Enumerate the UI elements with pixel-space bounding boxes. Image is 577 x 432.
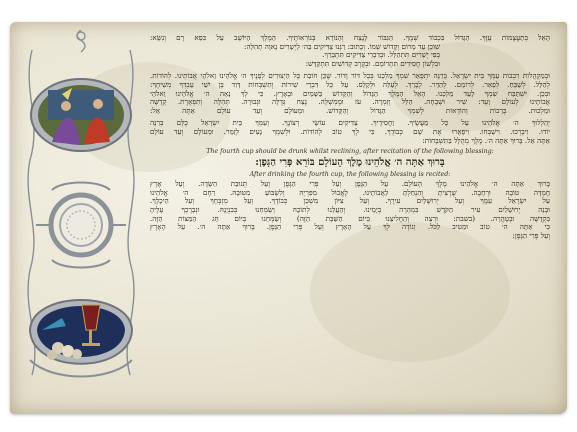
text-line: הָאֵל בְּתַעֲצֻמוֹת עֻזֶּךָ. הַגָּדוֹל בִּכְבוֹד שְׁמֶךָ. הַגִּבּוֹר לָנֶצַח וְהַנּוֹרָא בְּנוֹרְאוֹתֶיךָ. הַמֶּלֶךְ הַיּוֹשֵׁב עַל כִּסֵּא רָם וְנִשָּׂא: xyxy=(150,34,550,42)
text-line: וּבִלְשׁוֹן חֲסִידִים תִּתְרוֹמָם. וּבְקֶרֶב קְדוֹשִׁים תִּתְקַדָּשׁ: xyxy=(305,59,440,68)
paragraph-al-hagefen xyxy=(150,180,550,240)
text-line: יוֹדוּ. וִיבָרְכוּ. וִישַׁבְּחוּ. וִיפָאֲרוּ אֶת שֵׁם כְּבוֹדֶךָ. כִּי לְךָ טוֹב לְהוֹדוֹת. וּלְשִׁמְךָ נָעִים לְזַמֵּר. וּמֵעוֹלָם וְעַד עוֹלָם xyxy=(150,127,550,136)
paragraph-hael xyxy=(150,34,550,68)
text-line: חֶמְדָּה טוֹבָה וּרְחָבָה. שֶׁרָצִיתָ וְהִנְחַלְתָּ לַאֲבוֹתֵינוּ. לֶאֱכוֹל מִפִּרְיָהּ וְלִשְׂבּוֹעַ מִטּוּבָהּ. רַחֶם ה׳ אֱלֹהֵינוּ xyxy=(150,188,550,197)
text-line: עַל יִשְׂרָאֵל עַמֶּךָ וְעַל יְרוּשָׁלַיִם עִירֶךָ. וְעַל צִיּוֹן מִשְׁכַּן כְּבוֹדֶךָ. וְעַל מִזְבְּחֶךָ וְעַל הֵיכָלֶךָ. xyxy=(150,197,550,206)
middle-ornament-ring xyxy=(36,183,126,268)
text-line: בְּפִי יְשָׁרִים תִּתְהַלָּל. וּבְדִבְרֵי צַדִּיקִים תִּתְבָּרַךְ. xyxy=(322,51,440,60)
text-line: בִּקְדֻשָּׁה וּבְטָהֳרָה. (בשבת: וּרְצֵה וְהַחֲלִיצֵנוּ בְּיוֹם הַשַּׁבָּת הַזֶּה) וְשַׂמְּחֵנוּ בְּיוֹם חַג הַמַּצּוֹת הַזֶּה. xyxy=(150,214,550,223)
bottom-medallion xyxy=(30,300,132,377)
text-line: וּבְכֵן. יִשְׁתַּבַּח שִׁמְךָ לָעַד מַלְכֵּנוּ. הָאֵל הַמֶּלֶךְ הַגָּדוֹל וְהַקָּדוֹשׁ בַּשָּׁמַיִם וּבָאָרֶץ. כִּי לְךָ נָאֶה ה׳ אֱלֹהֵינוּ וֵאלֹהֵי xyxy=(150,89,550,98)
haggadah-text xyxy=(150,34,550,384)
instruction-fourth-cup: The fourth cup should be drunk whilst reclining, after recitation of the following blessing: xyxy=(206,148,494,156)
blessing-wine: בָּרוּךְ אַתָּה ה׳ אֱלֹהֵינוּ מֶלֶךְ הָעוֹלָם בּוֹרֵא פְּרִי הַגָּפֶן: xyxy=(255,157,445,169)
paragraph-uvmakhalot xyxy=(150,72,550,115)
ornamental-border-illustration xyxy=(22,30,140,385)
top-medallion xyxy=(31,79,131,151)
instruction-after-drinking: After drinking the fourth cup, the following blessing is recited: xyxy=(249,171,451,179)
text-line: יְהַלְלוּךָ ה׳ אֱלֹהֵינוּ עַל כָּל מַעֲשֶׂיךָ. וַחֲסִידֶיךָ. צַדִּיקִים עוֹשֵׂי רְצוֹנֶךָ. וְעַמְּךָ בֵּית יִשְׂרָאֵל כֻּלָּם בְּרִנָּה xyxy=(150,119,550,128)
text-line: כִּי אַתָּה ה׳ טוֹב וּמֵטִיב לַכֹּל. וְנוֹדֶה לְּךָ עַל הָאָרֶץ וְעַל פְּרִי הַגָּפֶן. בָּרוּךְ אַתָּה ה׳. עַל הָאָרֶץ xyxy=(150,223,550,232)
text-line: בָּרוּךְ אַתָּה ה׳ אֱלֹהֵינוּ מֶלֶךְ הָעוֹלָם. עַל הַגֶּפֶן וְעַל פְּרִי הַגֶּפֶן וְעַל תְּנוּבַת הַשָּׂדֶה. וְעַל אֶרֶץ xyxy=(150,180,550,189)
text-line: אַתָּה אֵל. בָּרוּךְ אַתָּה ה׳. מֶלֶךְ מְהֻלָּל בַּתִּשְׁבָּחוֹת: xyxy=(422,136,550,145)
paragraph-yehallelukha xyxy=(150,119,550,145)
text-line: וְעַל פְּרִי הַגָּפֶן: xyxy=(512,231,550,240)
text-line: וּבְנֵה יְרוּשָׁלַיִם עִיר הַקֹּדֶשׁ בִּמְהֵרָה בְיָמֵינוּ. וְהַעֲלֵנוּ לְתוֹכָהּ וְשַׂמְּחֵנוּ בְּבִנְיָנָהּ. וּנְבָרֶכְךָ עָלֶיהָ xyxy=(150,205,550,214)
text-line: שׁוֹכֵן עַד מָרוֹם וְקָדוֹשׁ שְׁמוֹ. וְכָתוּב: רַנְּנוּ צַדִּיקִים בַּה׳ לַיְשָׁרִים נָאוָה תְהִלָּה: xyxy=(244,42,440,51)
text-line: אֲבוֹתֵינוּ לְעוֹלָם וָעֶד: שִׁיר וּשְׁבָחָה. הַלֵּל וְזִמְרָה. עֹז וּמֶמְשָׁלָה. נֶצַח גְּדֻלָּה וּגְבוּרָה. תְּהִלָּה וְתִפְאֶרֶת. קְדֻשָּׁה xyxy=(150,98,550,107)
text-line: וּבְמַקְהֲלוֹת רִבְבוֹת עַמְּךָ בֵּית יִשְׂרָאֵל. בְּרִנָּה יִתְפָּאַר שִׁמְךָ מַלְכֵּנוּ בְּכָל דּוֹר וָדוֹר. שֶׁכֵּן חוֹבַת כָּל הַיְצוּרִים לְפָנֶיךָ ה׳ אֱלֹהֵינוּ וֵאלֹהֵי אֲבוֹתֵינוּ. לְהוֹדוֹת. xyxy=(150,72,550,81)
text-line: וּמַלְכוּת. בְּרָכוֹת וְהוֹדָאוֹת לְשִׁמְךָ הַגָּדוֹל וְהַקָּדוֹשׁ. וּמֵעוֹלָם וְעַד עוֹלָם אַתָּה אֵל: xyxy=(150,106,550,115)
text-line: לְהַלֵּל. לְשַׁבֵּחַ. לְפָאֵר. לְרוֹמֵם. לְהַדֵּר. לְבָרֵךְ. לְעַלֵּה וּלְקַלֵּס. עַל כָּל דִּבְרֵי שִׁירוֹת וְתִשְׁבְּחוֹת דָּוִד בֶּן יִשַׁי עַבְדְּךָ מְשִׁיחֶךָ: xyxy=(150,80,550,89)
